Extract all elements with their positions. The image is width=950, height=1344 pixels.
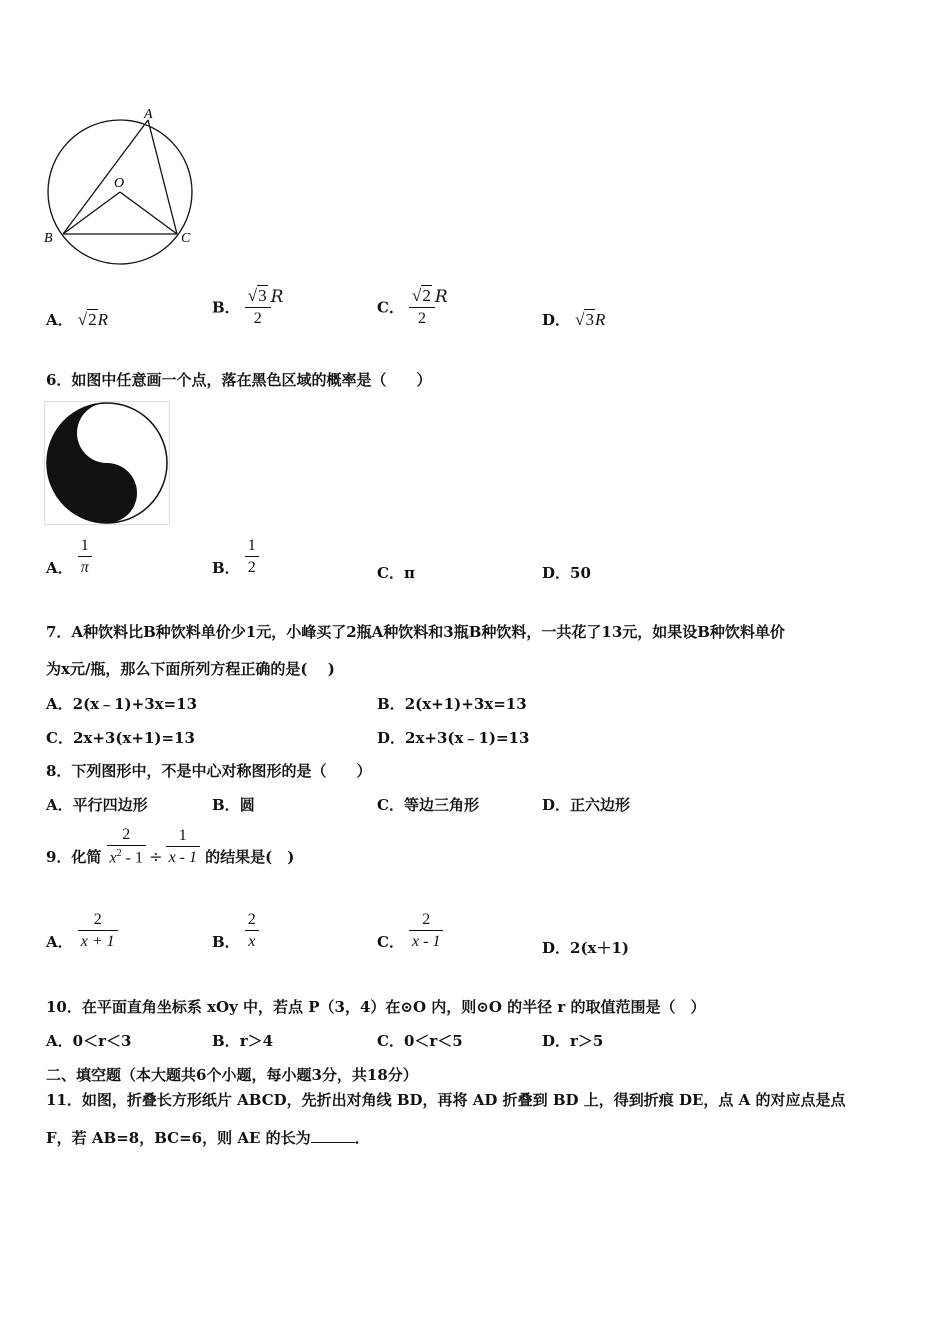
label-o: O [114,176,125,191]
q7-option-a[interactable]: A．2(x﹣1)+3x=13 [46,695,198,713]
circle-triangle-figure [40,100,210,275]
fraction: $\frac{2}{x - 1}$ [409,911,443,951]
q10-option-c[interactable]: C．0＜r＜5 [377,1032,463,1050]
q8-option-d[interactable]: D．正六边形 [542,796,631,814]
sqrt-expression: √3 [575,310,594,329]
q10-option-b[interactable]: B．r＞4 [212,1032,274,1050]
q8-option-b[interactable]: B．圆 [212,796,255,814]
q7-option-c[interactable]: C．2x+3(x+1)=13 [46,729,195,747]
q8-option-a[interactable]: A．平行四边形 [46,796,148,814]
fraction: $\frac{1}{x - 1}$ [166,827,200,867]
fraction: $\frac{√3}{2}$ [245,286,271,328]
q7-stem-line2: 为x元/瓶，那么下面所列方程正确的是( ) [46,660,335,678]
fraction: $\frac{2}{x}$ [245,911,259,951]
label-a: A [144,107,153,122]
q6-option-c[interactable]: C．π [377,564,415,582]
sqrt-expression: √2 [77,310,97,329]
q6-option-d[interactable]: D．50 [542,564,591,582]
q9-option-a[interactable]: A． $\frac{2}{x + 1}$ [46,911,118,951]
label-b: B [44,231,53,246]
section-heading-fill-in: 二、填空题（本大题共6个小题，每小题3分，共18分） [46,1066,418,1084]
fraction: $\frac{2}{x^2 - 1}$ [107,826,146,867]
q8-option-c[interactable]: C．等边三角形 [377,796,479,814]
q7-option-b[interactable]: B．2(x+1)+3x=13 [377,695,527,713]
q10-option-d[interactable]: D．r＞5 [542,1032,604,1050]
q6-stem: 6．如图中任意画一个点，落在黑色区域的概率是（ ） [46,371,432,389]
q5-option-c[interactable]: C． $\frac{√2}{2}$ R [377,286,448,327]
q7-option-d[interactable]: D．2x+3(x﹣1)=13 [377,729,530,747]
q9-stem: 9．化简 $\frac{2}{x^2 - 1}$ ÷ $\frac{1}{x - 1}$ 的结果是( ) [46,826,295,867]
q6-option-b[interactable]: B． $\frac{1}{2}$ [212,537,259,577]
q10-option-a[interactable]: A．0＜r＜3 [46,1032,132,1050]
fraction: $\frac{1}{\pi}$ [78,537,92,577]
q5-option-b[interactable]: B． $\frac{√3}{2}$ R [212,286,284,327]
q9-option-d[interactable]: D．2(x＋1) [542,939,630,957]
fraction: $\frac{1}{2}$ [245,537,259,577]
answer-blank[interactable] [311,1128,355,1143]
fraction: $\frac{√2}{2}$ [409,286,435,328]
q11-stem-line1: 11．如图，折叠长方形纸片 ABCD，先折出对角线 BD，再将 AD 折叠到 BD 上，得到折痕 DE，点 A 的对应点是点 [46,1091,846,1109]
q6-option-a[interactable]: A． $\frac{1}{\pi}$ [46,537,92,577]
yin-yang-figure [44,401,170,525]
q11-stem-line2: F，若 AB=8，BC=6，则 AE 的长为 ． [46,1129,370,1147]
fraction: $\frac{2}{x + 1}$ [78,911,118,951]
q5-option-a[interactable]: A． √2R [46,310,108,329]
q7-stem-line1: 7．A种饮料比B种饮料单价少1元，小峰买了2瓶A种饮料和3瓶B种饮料，一共花了13元，如果设B种饮料单价 [46,623,785,641]
q10-stem: 10．在平面直角坐标系 xOy 中，若点 P（3，4）在⊙O 内，则⊙O 的半径 r 的取值范围是（ ） [46,998,706,1016]
q9-option-b[interactable]: B． $\frac{2}{x}$ [212,911,259,951]
q5-option-d[interactable]: D． √3R [542,310,606,329]
label-c: C [181,231,191,246]
q8-stem: 8．下列图形中，不是中心对称图形的是（ ） [46,762,372,780]
q9-option-c[interactable]: C． $\frac{2}{x - 1}$ [377,911,443,951]
